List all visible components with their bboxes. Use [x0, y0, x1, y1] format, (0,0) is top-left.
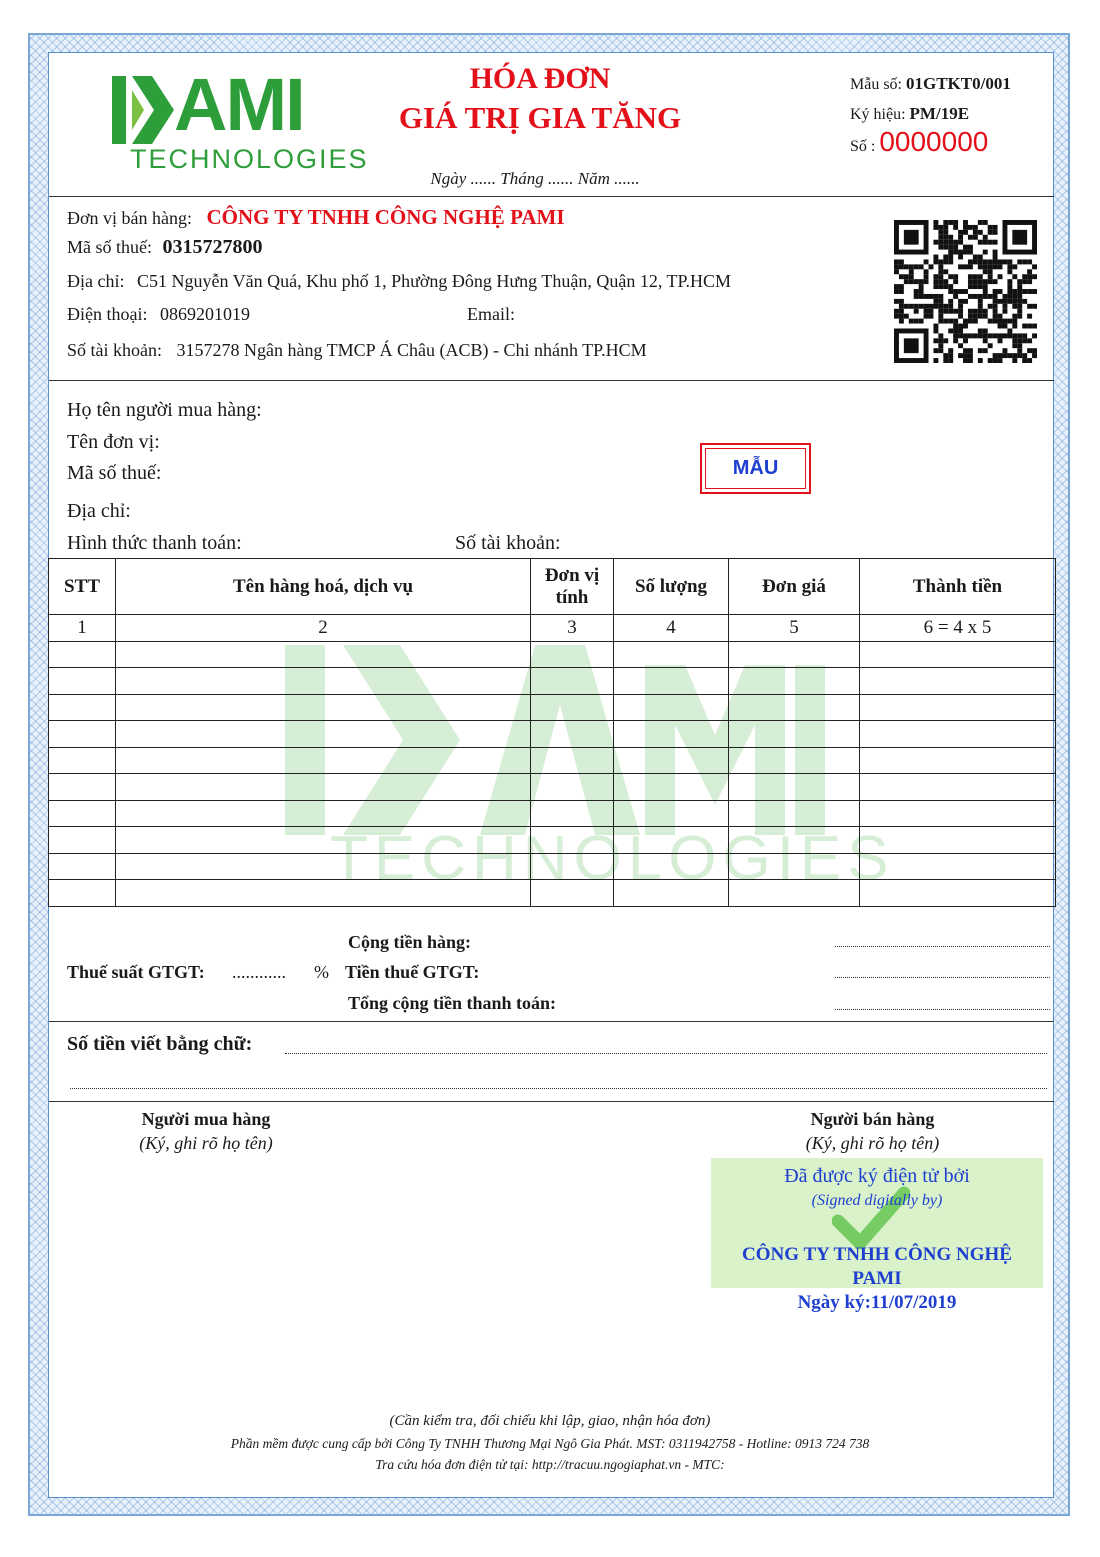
invoice-date-line: Ngày ...... Tháng ...... Năm ......: [430, 169, 640, 188]
buyer-name-label: Họ tên người mua hàng:: [67, 399, 262, 421]
table-row: [49, 641, 1056, 668]
invoice-number: [850, 126, 988, 158]
table-cell: [729, 880, 860, 907]
invoice-number-label: Số :: [850, 138, 876, 155]
table-index-row: [49, 615, 1056, 642]
table-row: [49, 694, 1056, 721]
table-cell: [531, 668, 614, 695]
buyer-signature-note: (Ký, ghi rõ họ tên): [139, 1133, 273, 1153]
seller-phone: [67, 304, 250, 325]
logo-mark-icon: [112, 76, 174, 144]
table-cell: [860, 827, 1056, 854]
table-cell: [116, 668, 531, 695]
table-cell: [614, 641, 729, 668]
table-cell: [531, 641, 614, 668]
table-cell: [614, 668, 729, 695]
index-cell: 3: [531, 615, 614, 642]
seller-account-label: Số tài khoản:: [67, 340, 162, 360]
table-cell: [729, 853, 860, 880]
table-cell: [49, 800, 116, 827]
table-cell: [614, 880, 729, 907]
form-number-value: 01GTKT0/001: [906, 74, 1011, 93]
table-row: [49, 747, 1056, 774]
table-cell: [116, 774, 531, 801]
form-number-label: Mẫu số:: [850, 76, 902, 93]
watermark-text: TECHNOLOGIES: [330, 824, 895, 893]
index-cell: 5: [729, 615, 860, 642]
items-table: [48, 558, 1056, 907]
buyer-tax-label: Mã số thuế:: [67, 462, 162, 484]
table-cell: [531, 747, 614, 774]
table-cell: [531, 880, 614, 907]
table-cell: [860, 721, 1056, 748]
vat-amount-label: Tiền thuế GTGT:: [345, 962, 480, 982]
table-cell: [531, 853, 614, 880]
invoice-symbol-label: Ký hiệu:: [850, 106, 906, 123]
table-cell: [49, 694, 116, 721]
table-cell: [49, 641, 116, 668]
table-row: [49, 721, 1056, 748]
seller-tax-label: Mã số thuế:: [67, 237, 152, 257]
invoice-title-line1: HÓA ĐƠN: [469, 62, 611, 95]
table-row: [49, 774, 1056, 801]
seller-tax-value: 0315727800: [162, 236, 263, 258]
table-cell: [116, 721, 531, 748]
table-cell: [49, 827, 116, 854]
col-header-unit: Đơn vị tính: [531, 559, 614, 615]
vat-rate-dots: ............: [232, 962, 286, 982]
table-cell: [729, 694, 860, 721]
sign-date: Ngày ký:11/07/2019: [797, 1292, 957, 1313]
index-cell: 4: [614, 615, 729, 642]
logo-text: AMI: [174, 63, 304, 146]
table-cell: [860, 747, 1056, 774]
table-cell: [531, 721, 614, 748]
signer-name-line2: PAMI: [852, 1268, 902, 1289]
footer-notice: (Cần kiểm tra, đối chiếu khi lập, giao, nhận hóa đơn): [389, 1413, 711, 1429]
table-cell: [116, 747, 531, 774]
vat-rate-label: Thuế suất GTGT:: [67, 962, 205, 982]
col-header-stt: STT: [49, 559, 116, 615]
table-cell: [860, 880, 1056, 907]
table-cell: [614, 721, 729, 748]
table-cell: [729, 641, 860, 668]
invoice-symbol: [850, 104, 969, 124]
index-cell: 1: [49, 615, 116, 642]
table-cell: [614, 694, 729, 721]
table-cell: [49, 853, 116, 880]
table-cell: [860, 668, 1056, 695]
table-cell: [49, 747, 116, 774]
signer-name-line1: CÔNG TY TNHH CÔNG NGHỆ: [742, 1244, 1012, 1265]
table-cell: [729, 747, 860, 774]
footer-provider: Phần mềm được cung cấp bởi Công Ty TNHH Thương Mại Ngô Gia Phát. MST: 0311942758 - Hotline: 0913 724 738: [230, 1436, 870, 1451]
table-cell: [614, 853, 729, 880]
table-cell: [49, 668, 116, 695]
table-cell: [531, 800, 614, 827]
invoice-symbol-value: PM/19E: [909, 104, 970, 123]
seller-account: [67, 340, 647, 361]
table-cell: [614, 747, 729, 774]
seller-signature-title: Người bán hàng: [810, 1109, 935, 1129]
seller-address-label: Địa chỉ:: [67, 271, 125, 291]
table-cell: [729, 721, 860, 748]
index-cell: 2: [116, 615, 531, 642]
footer-lookup: Tra cứu hóa đơn điện tử tại: http://tracuu.ngogiaphat.vn - MTC:: [375, 1457, 725, 1472]
col-header-name: Tên hàng hoá, dịch vụ: [116, 559, 531, 615]
col-header-price: Đơn giá: [729, 559, 860, 615]
table-cell: [116, 853, 531, 880]
table-cell: [614, 827, 729, 854]
divider: [49, 196, 1054, 197]
company-logo: [112, 63, 369, 176]
seller-unit: [67, 205, 565, 230]
table-cell: [860, 694, 1056, 721]
table-row: [49, 880, 1056, 907]
table-cell: [116, 641, 531, 668]
buyer-unit-label: Tên đơn vị:: [67, 431, 160, 453]
table-cell: [531, 827, 614, 854]
index-cell: 6 = 4 x 5: [860, 615, 1056, 642]
seller-phone-value: 0869201019: [159, 304, 250, 324]
divider: [49, 1021, 1054, 1022]
seller-address: [67, 271, 731, 292]
seller-phone-label: Điện thoại:: [67, 304, 148, 324]
seller-address-value: C51 Nguyễn Văn Quá, Khu phố 1, Phường Đông Hưng Thuận, Quận 12, TP.HCM: [136, 271, 732, 291]
table-cell: [116, 800, 531, 827]
table-cell: [116, 694, 531, 721]
table-cell: [860, 853, 1056, 880]
vat-rate-unit: %: [314, 962, 329, 982]
form-number: [850, 74, 1011, 94]
amount-in-words-line-2: [70, 1088, 1047, 1089]
seller-email-label: Email:: [467, 304, 515, 324]
table-cell: [860, 641, 1056, 668]
seller-tax: [67, 236, 263, 259]
table-cell: [49, 721, 116, 748]
seller-unit-value: CÔNG TY TNHH CÔNG NGHỆ PAMI: [206, 205, 565, 229]
table-cell: [860, 800, 1056, 827]
grand-total-value-line: [835, 1009, 1050, 1010]
table-row: [49, 800, 1056, 827]
qr-code-icon: [893, 220, 1038, 363]
sample-stamp: [700, 443, 811, 494]
table-cell: [116, 880, 531, 907]
col-header-amount: Thành tiền: [860, 559, 1056, 615]
table-cell: [531, 774, 614, 801]
buyer-signature-title: Người mua hàng: [141, 1109, 271, 1129]
table-row: [49, 853, 1056, 880]
seller-signature-note: (Ký, ghi rõ họ tên): [805, 1133, 940, 1153]
amount-in-words-label: Số tiền viết bằng chữ:: [67, 1033, 253, 1055]
logo-subtext: TECHNOLOGIES: [130, 144, 369, 174]
divider: [49, 380, 1054, 381]
table-row: [49, 668, 1056, 695]
table-cell: [729, 827, 860, 854]
table-row: [49, 827, 1056, 854]
buyer-account-label: Số tài khoản:: [455, 532, 561, 554]
table-cell: [614, 774, 729, 801]
table-cell: [49, 774, 116, 801]
table-cell: [729, 800, 860, 827]
table-cell: [729, 668, 860, 695]
vat-amount-value-line: [835, 977, 1050, 978]
col-header-qty: Số lượng: [614, 559, 729, 615]
sample-stamp-text: MẪU: [705, 448, 806, 489]
invoice-title-line2: GIÁ TRỊ GIA TĂNG: [398, 100, 682, 135]
subtotal-value-line: [835, 946, 1050, 947]
seller-unit-label: Đơn vị bán hàng:: [67, 208, 192, 228]
table-cell: [729, 774, 860, 801]
table-cell: [614, 800, 729, 827]
subtotal-label: Cộng tiền hàng:: [348, 932, 472, 952]
signed-by-en-text: (Signed digitally by): [811, 1192, 943, 1209]
table-cell: [116, 827, 531, 854]
signed-by-text: Đã được ký điện tử bởi: [784, 1165, 970, 1187]
invoice-number-value: 0000000: [879, 126, 989, 157]
buyer-address-label: Địa chỉ:: [67, 500, 131, 522]
divider: [49, 1101, 1054, 1102]
grand-total-label: Tổng cộng tiền thanh toán:: [348, 993, 557, 1013]
amount-in-words-line: [285, 1053, 1047, 1054]
seller-account-value: 3157278 Ngân hàng TMCP Á Châu (ACB) - Chi nhánh TP.HCM: [176, 340, 647, 360]
table-header-row: [49, 559, 1056, 615]
table-cell: [860, 774, 1056, 801]
table-cell: [49, 880, 116, 907]
table-cell: [531, 694, 614, 721]
payment-method-label: Hình thức thanh toán:: [67, 532, 242, 554]
